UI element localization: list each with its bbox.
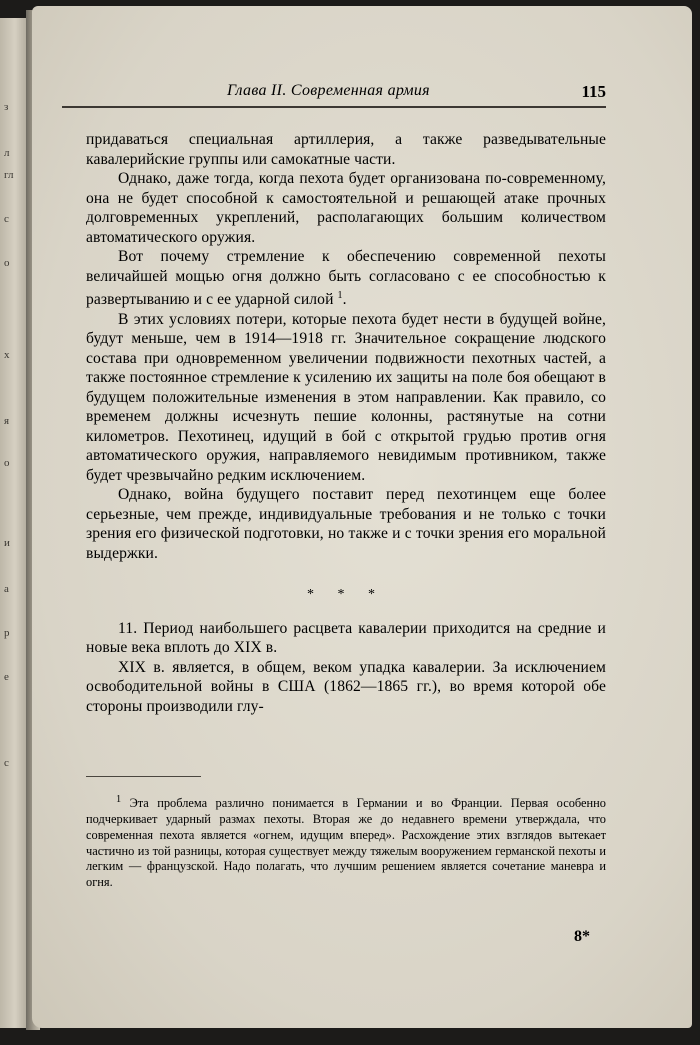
footnote-reference: 1 xyxy=(337,290,343,301)
running-header xyxy=(62,82,606,104)
running-title: Глава II. Современная армия xyxy=(227,82,430,99)
adjacent-page-fragment: е xyxy=(4,671,9,683)
main-text xyxy=(86,130,606,716)
footnote-rule xyxy=(86,776,201,777)
paragraph: придаваться специальная артиллерия, а также разведывательные кавалерийские группы или самокатные части. xyxy=(86,131,606,168)
footnote-marker: 1 xyxy=(116,794,122,805)
paragraph: Однако, даже тогда, когда пехота будет организована по-современному, она не будет способной к самостоятельной и решающей атаке прочных долговременных укреплений, располагающих большим количеством автоматического оружия. xyxy=(86,170,606,246)
paragraph: Однако, война будущего поставит перед пехотинцем еще более серьезные, чем прежде, индивидуальные требования и не только с точки зрения его физической подготовки, но также и с точки зрения его моральной выдержки. xyxy=(86,486,606,562)
adjacent-page-fragment: о xyxy=(4,457,10,469)
adjacent-page-fragment: и xyxy=(4,537,10,549)
adjacent-page-fragment: л xyxy=(4,147,10,159)
footnote-text: Эта проблема различно понимается в Германии и во Франции. Первая особенно подчеркивает ударный размах пехоты. Вторая же до недавнего времени утверждала, что современная пехота является «огнем, идущим вперед». Расхождение этих взглядов вытекает частично из той разницы, которая существует между тяжелым вооружением германской пехоты и легким — французской. Надо полагать, что лучшим решением является сочетание маневра и огня. xyxy=(86,796,606,890)
header-rule xyxy=(62,106,606,108)
adjacent-page-fragment: я xyxy=(4,415,10,427)
footnotes xyxy=(86,792,606,891)
paragraph-text: Вот почему стремление к обеспечению современной пехоты величайшей мощью огня должно быть согласовано с ее способностью к развертыванию и с ее ударной силой xyxy=(86,248,606,309)
adjacent-page-fragment: о xyxy=(4,257,10,269)
section-separator: * * * xyxy=(307,587,385,603)
paragraph: В этих условиях потери, которые пехота будет нести в будущей войне, будут меньше, чем в 1914—1918 гг. Значительное сокращение людского состава при одновременном увеличении подвижности пехотных частей, а также постоянное стремление к усилению их защиты на поле боя обещают в будущем положительные изменения в этом направлении. Как правило, со временем должны исчезнуть пешие колонны, растянутые на сотни километров. Пехотинец, идущий в бой с открытой грудью против огня автоматического оружия, направляемого невидимым противником, также будет чрезвычайно редким исключением. xyxy=(86,310,606,484)
signature-mark: 8* xyxy=(574,928,590,945)
adjacent-page-fragment: з xyxy=(4,101,9,113)
paragraph-end: . xyxy=(342,291,347,309)
footnote xyxy=(86,792,606,891)
adjacent-page-fragment: а xyxy=(4,583,9,595)
adjacent-page-fragment: х xyxy=(4,349,10,361)
paragraph xyxy=(86,247,606,310)
page-number: 115 xyxy=(581,82,606,101)
adjacent-page-fragment: р xyxy=(4,627,10,639)
paragraph: 11. Период наибольшего расцвета кавалерии приходится на средние и новые века вплоть до XIX в. xyxy=(86,619,606,657)
adjacent-page-fragment: с xyxy=(4,213,9,225)
paragraph: XIX в. является, в общем, веком упадка кавалерии. За исключением освободительной войны в США (1862—1865 гг.), во время которой обе стороны производили глу- xyxy=(86,658,606,715)
adjacent-page-fragment: с xyxy=(4,757,9,769)
adjacent-page-fragment: гл xyxy=(4,169,14,181)
